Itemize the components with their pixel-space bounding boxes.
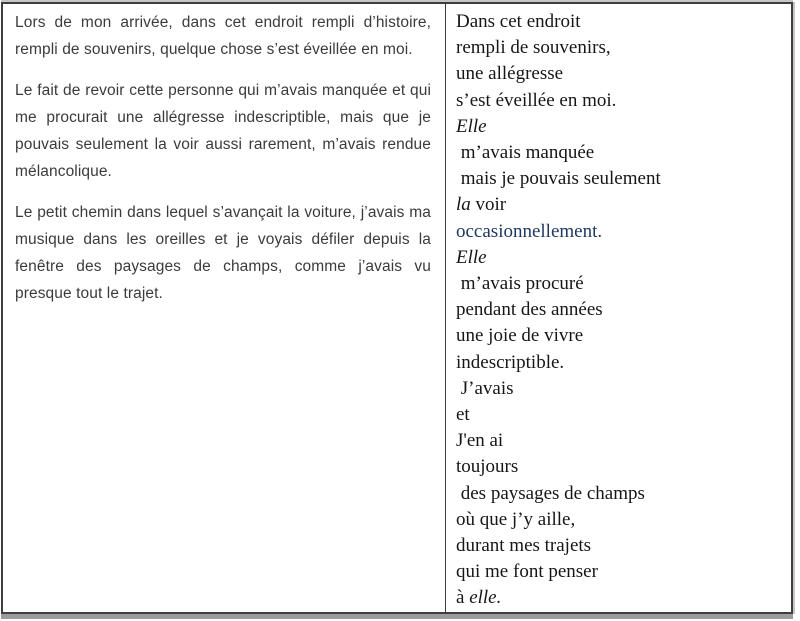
verse-line	[456, 507, 785, 533]
verse-segment: des paysages de champs	[456, 482, 645, 504]
verse-line	[456, 323, 785, 349]
prose-paragraph: Lors de mon arrivée, dans cet endroit rempli d’histoire, rempli de souvenirs, quelque chose s’est éveillée en moi.	[15, 14, 431, 58]
verse-line	[456, 402, 785, 428]
verse-line	[456, 245, 785, 271]
verse-line	[456, 219, 785, 245]
verse-line	[456, 271, 785, 297]
verse-segment: et	[456, 404, 470, 426]
verse-segment: Elle	[456, 246, 487, 268]
verse-segment: mais je pouvais seulement	[456, 168, 661, 190]
verse-segment: J’avais	[456, 377, 514, 399]
verse-segment: une allégresse	[456, 63, 564, 85]
verse-line	[456, 61, 785, 87]
verse-segment: toujours	[456, 456, 519, 478]
verse-line	[456, 559, 785, 585]
verse-line	[456, 428, 785, 454]
verse-segment: à	[456, 587, 470, 609]
verse-line	[456, 350, 785, 376]
right-column-verse	[446, 4, 791, 612]
prose-paragraph: Le fait de revoir cette personne qui m’avais manquée et qui me procurait une allégresse indescriptible, mais que je pouvais seulement la voir aussi rarement, m’avais rendue mélancolique.	[15, 82, 431, 180]
verse-line	[456, 585, 785, 611]
verse-segment: où que j’y aille,	[456, 508, 576, 530]
verse-line	[456, 114, 785, 140]
verse-segment: la	[456, 194, 471, 216]
verse-segment: m’avais manquée	[456, 142, 595, 164]
verse-segment: m’avais procuré	[456, 273, 584, 295]
verse-segment: s’est éveillée en moi.	[456, 89, 617, 111]
verse-line	[456, 297, 785, 323]
verse-segment: Dans cet endroit	[456, 11, 581, 32]
verse-segment: elle.	[469, 587, 502, 609]
verse-segment: rempli de souvenirs,	[456, 37, 611, 59]
verse-segment: Elle	[456, 115, 487, 137]
verse-line	[456, 140, 785, 166]
verse-line	[456, 35, 785, 61]
left-column-prose	[3, 4, 446, 612]
verse-line	[456, 454, 785, 480]
verse-line	[456, 481, 785, 507]
verse-line	[456, 376, 785, 402]
two-column-table	[1, 2, 793, 614]
verse-segment: qui me font penser	[456, 561, 598, 583]
verse-segment: durant mes trajets	[456, 535, 592, 557]
verse-segment: voir	[470, 194, 507, 216]
verse-line	[456, 533, 785, 559]
verse-segment: pendant des années	[456, 299, 603, 321]
verse-segment: occasionnellement.	[456, 220, 603, 242]
verse-line	[456, 9, 785, 35]
verse-segment: indescriptible.	[456, 351, 565, 373]
prose-paragraph: Le petit chemin dans lequel s’avançait la voiture, j’avais ma musique dans les oreilles et je voyais défiler depuis la fenêtre des paysages de champs, comme j’avais vu presque tout le trajet.	[15, 204, 431, 302]
verse-line	[456, 192, 785, 218]
verse-segment: J'en ai	[456, 430, 504, 452]
verse-line	[456, 166, 785, 192]
verse-segment: une joie de vivre	[456, 325, 584, 347]
verse-line	[456, 88, 785, 114]
